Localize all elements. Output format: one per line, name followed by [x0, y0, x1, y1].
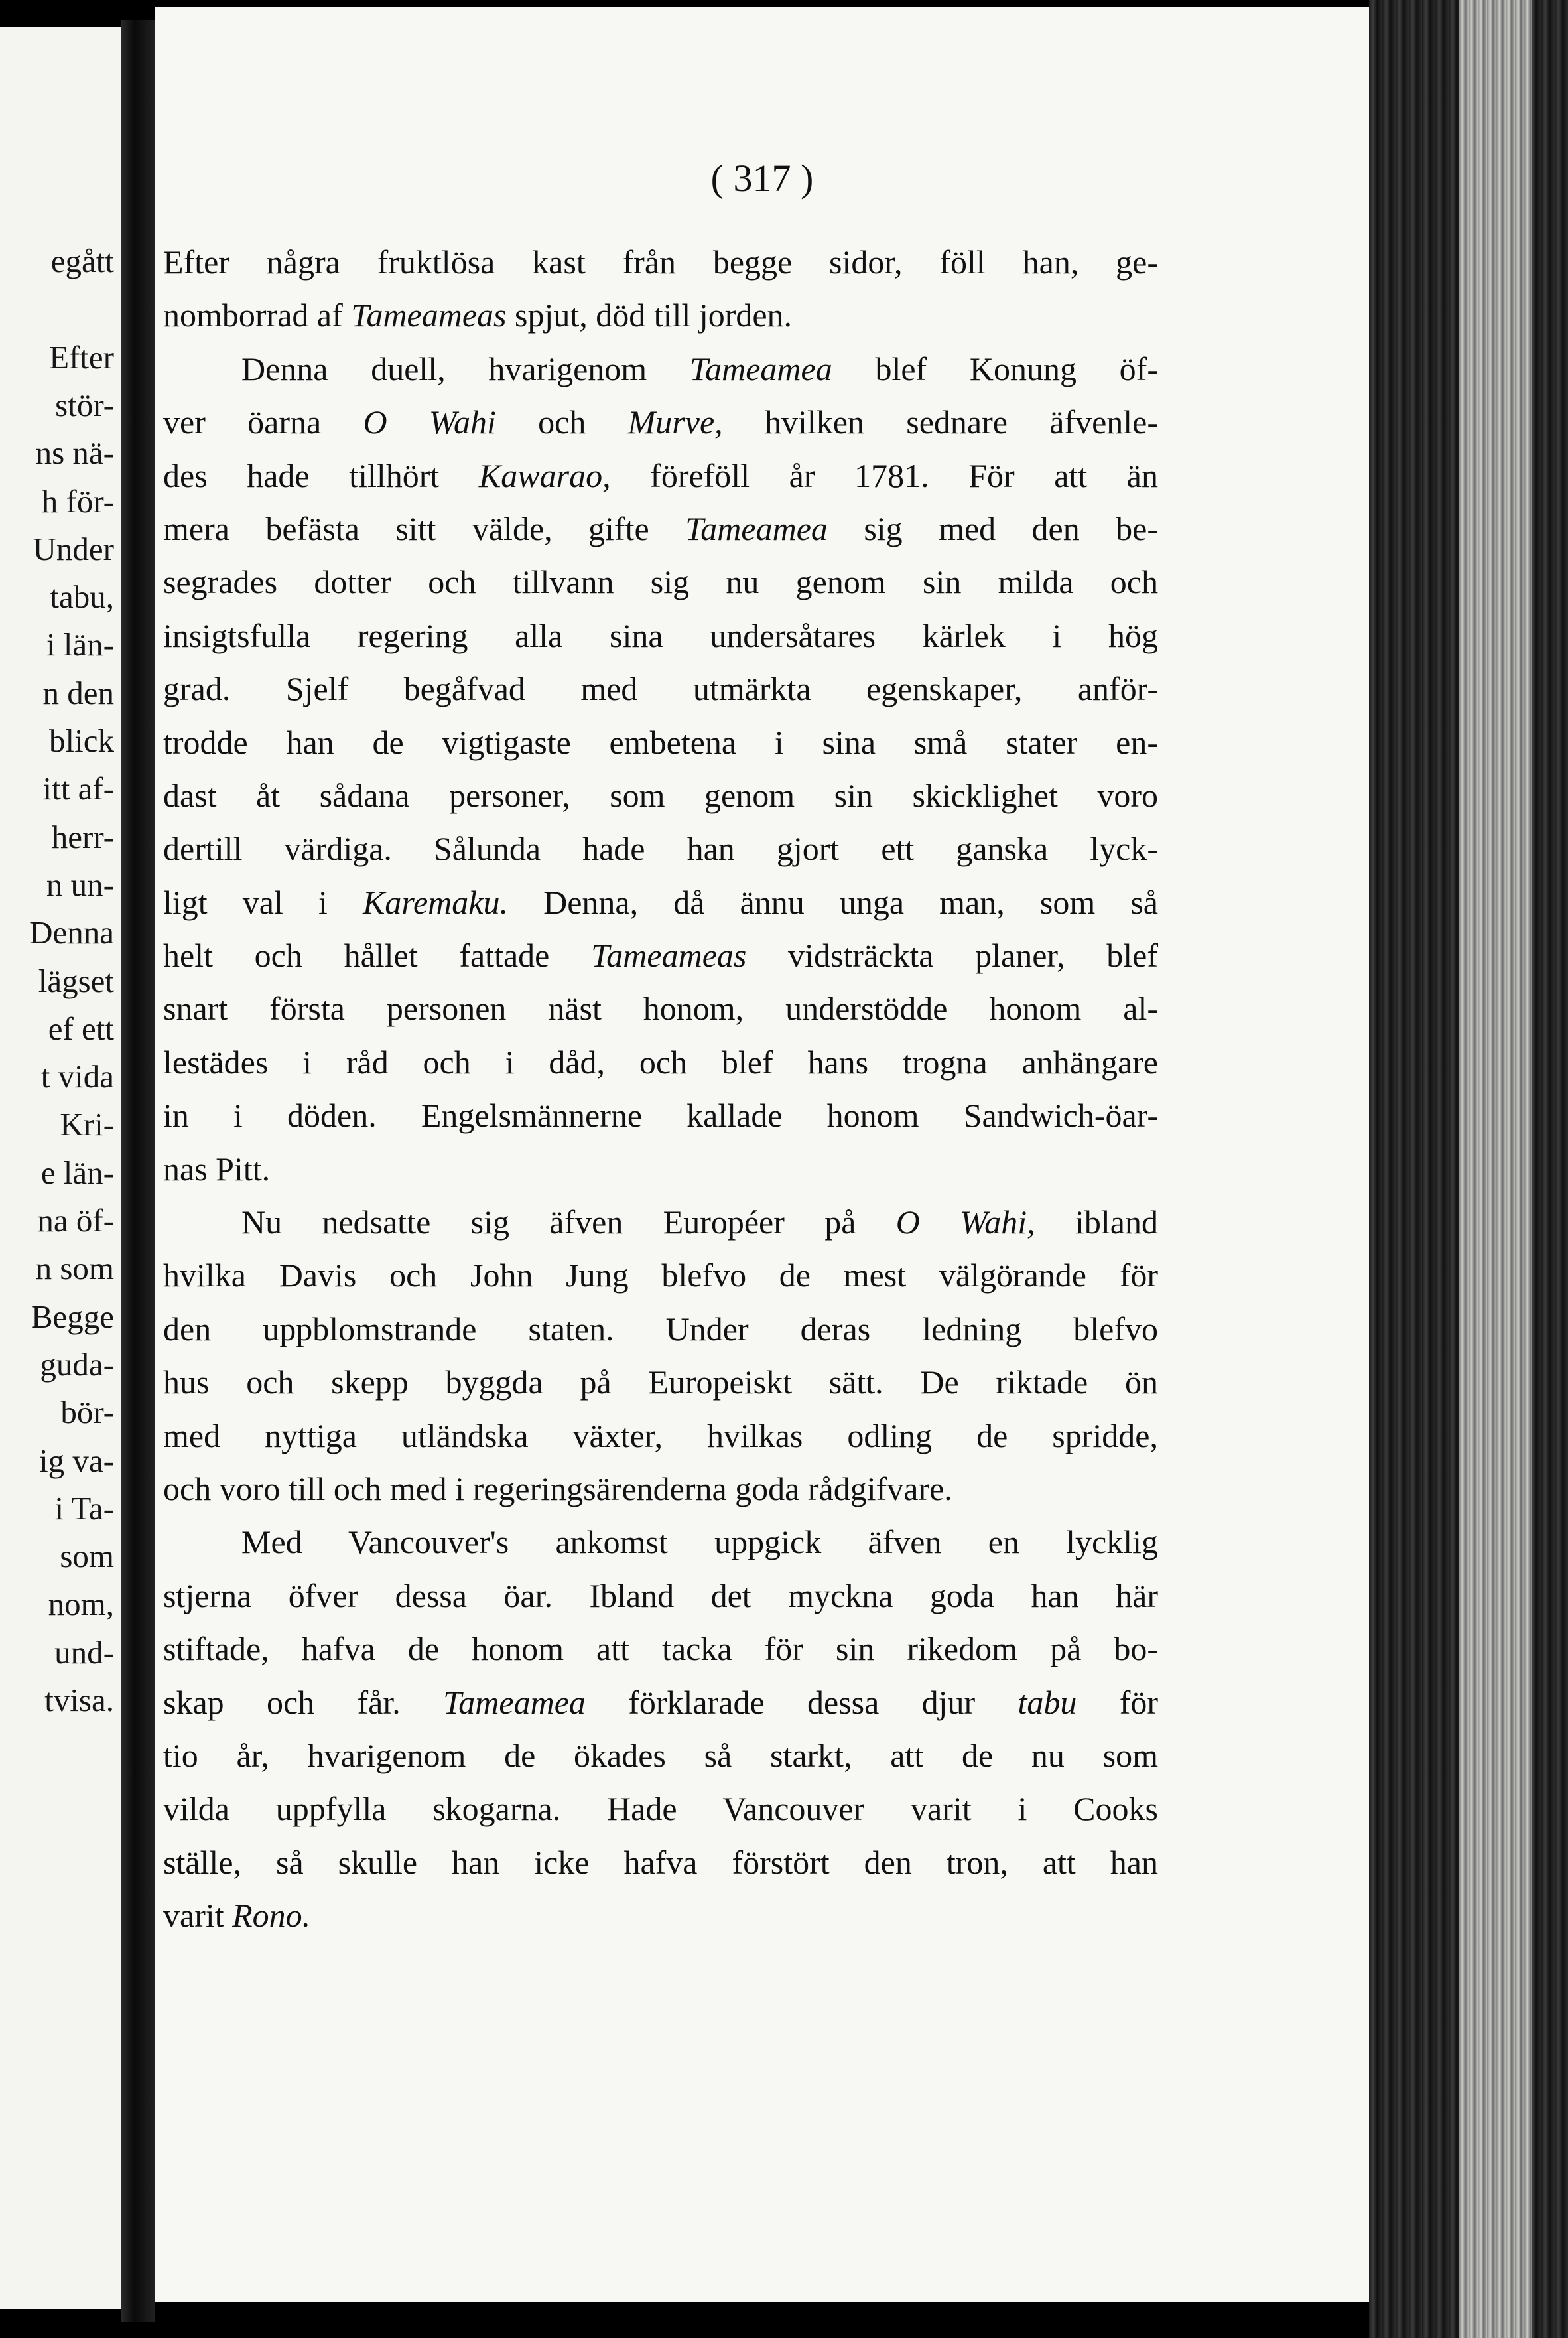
previous-page-line-end: e län-	[40, 1154, 114, 1191]
text-run: tio år, hvarigenom de ökades så starkt, att de nu som	[163, 1736, 1158, 1774]
text-line	[163, 236, 1158, 289]
text-run: Nu nedsatte sig äfven Européer på	[241, 1203, 896, 1241]
text-run: ligt val i	[163, 883, 363, 921]
previous-page-line-end: und-	[54, 1633, 114, 1671]
text-line	[163, 1036, 1158, 1089]
text-run: förklarade dessa djur	[585, 1683, 1018, 1721]
text-line	[163, 1409, 1158, 1462]
previous-page-fragment	[0, 27, 121, 2309]
page-number: ( 317 )	[710, 157, 814, 200]
text-run: dertill värdiga. Sålunda hade han gjort ett ganska lyck-	[163, 830, 1158, 868]
italic-name: Tameameas	[351, 297, 507, 334]
italic-name: Rono.	[232, 1897, 311, 1935]
previous-page-line-end: n som	[35, 1250, 114, 1287]
italic-name: Tameamea	[689, 350, 832, 387]
previous-page-line-end: t vida	[40, 1058, 114, 1095]
text-run: ver öarna	[163, 403, 363, 441]
text-run: spjut, död till jorden.	[506, 297, 793, 334]
text-run: Efter några fruktlösa kast från begge sidor, föll han, ge-	[163, 243, 1158, 281]
previous-page-line-end: Under	[33, 530, 114, 567]
text-run: den uppblomstrande staten. Under deras ledning blefvo	[163, 1310, 1158, 1347]
previous-page-line-end: bör-	[60, 1394, 114, 1431]
book-gutter	[121, 20, 155, 2322]
italic-name: Karemaku.	[363, 883, 508, 921]
page-body-text	[163, 236, 1158, 1943]
italic-name: Murve,	[627, 403, 723, 441]
book-page	[155, 7, 1369, 2302]
text-line	[163, 395, 1158, 448]
text-run: och	[495, 403, 628, 441]
previous-page-line-end: i län-	[46, 626, 114, 663]
previous-page-line-end: na öf-	[37, 1202, 114, 1239]
italic-name: Tameamea	[685, 510, 828, 547]
text-run: hvilka Davis och John Jung blefvo de mest välgörande för	[163, 1257, 1158, 1294]
text-run: hus och skepp byggda på Europeiskt sätt. De riktade ön	[163, 1363, 1158, 1401]
previous-page-line-end: Denna	[29, 914, 114, 951]
text-run: föreföll år 1781. För att än	[610, 456, 1158, 494]
text-line	[163, 1089, 1158, 1142]
italic-name: O Wahi	[363, 403, 496, 441]
text-line	[163, 1676, 1158, 1729]
italic-name: tabu	[1017, 1683, 1077, 1721]
text-line	[163, 555, 1158, 608]
previous-page-line-end: ns nä-	[35, 435, 114, 472]
italic-name: O Wahi,	[895, 1203, 1035, 1241]
previous-page-line-end: n un-	[46, 866, 114, 903]
text-run: Denna duell, hvarigenom	[241, 350, 690, 387]
text-line	[163, 1302, 1158, 1355]
text-line	[163, 769, 1158, 822]
italic-name: Kawarao,	[478, 456, 611, 494]
text-run: snart första personen näst honom, understödde honom al-	[163, 990, 1158, 1028]
previous-page-line-end: itt af-	[42, 770, 114, 807]
previous-page-line-end: guda-	[40, 1345, 114, 1383]
text-line	[163, 982, 1158, 1035]
previous-page-line-end: n den	[42, 674, 114, 711]
text-run: lestädes i råd och i dåd, och blef hans trogna anhängare	[163, 1043, 1158, 1081]
text-line	[163, 876, 1158, 929]
previous-page-line-end: herr-	[51, 818, 114, 855]
text-run: och voro till och med i regeringsärenderna goda rådgifvare.	[163, 1470, 952, 1507]
text-line	[163, 609, 1158, 662]
text-line	[163, 342, 1158, 395]
text-line	[163, 1249, 1158, 1302]
text-run: helt och hållet fattade	[163, 937, 592, 975]
text-run: insigtsfulla regering alla sina undersåtares kärlek i hög	[163, 616, 1158, 654]
text-line	[163, 662, 1158, 715]
previous-page-line-end: tvisa.	[44, 1682, 114, 1718]
text-run: mera befästa sitt välde, gifte	[163, 510, 686, 547]
text-run: dast åt sådana personer, som genom sin skicklighet voro	[163, 776, 1158, 814]
text-run: Med Vancouver's ankomst uppgick äfven en lycklig	[241, 1523, 1158, 1561]
text-line	[163, 289, 1158, 342]
italic-name: Tameamea	[443, 1683, 586, 1721]
text-line	[163, 1196, 1158, 1249]
text-run: nas Pitt.	[163, 1150, 271, 1188]
previous-page-line-end: ig va-	[39, 1442, 114, 1479]
text-line	[163, 716, 1158, 769]
previous-page-line-end: tabu,	[50, 579, 114, 616]
text-run: sig med den be-	[827, 510, 1158, 547]
text-run: stiftade, hafva de honom att tacka för sin rikedom på bo-	[163, 1630, 1158, 1668]
text-line	[163, 1515, 1158, 1568]
text-run: grad. Sjelf begåfvad med utmärkta egenskaper, anför-	[163, 670, 1158, 708]
previous-page-line-end: stör-	[55, 386, 114, 423]
previous-page-line-end: blick	[49, 722, 114, 759]
text-run: skap och får.	[163, 1683, 444, 1721]
text-line	[163, 1142, 1158, 1196]
page-edges-highlight	[1459, 0, 1532, 2338]
previous-page-line-end: lägset	[38, 962, 114, 999]
text-run: blef Konung öf-	[832, 350, 1158, 387]
text-run: Denna, då ännu unga man, som så	[507, 883, 1159, 921]
previous-page-line-end: Efter	[49, 338, 114, 376]
text-line	[163, 449, 1158, 502]
text-line	[163, 822, 1158, 875]
text-run: ibland	[1035, 1203, 1159, 1241]
text-run: för	[1077, 1683, 1159, 1721]
text-run: vilda uppfylla skogarna. Hade Vancouver varit i Cooks	[163, 1790, 1158, 1828]
text-run: ställe, så skulle han icke hafva förstört den tron, att han	[163, 1843, 1158, 1881]
italic-name: Tameameas	[591, 937, 747, 975]
text-run: segrades dotter och tillvann sig nu genom sin milda och	[163, 563, 1158, 601]
text-run: hvilken sednare äfvenle-	[722, 403, 1158, 441]
previous-page-line-end: h för-	[41, 482, 114, 519]
text-run: med nyttiga utländska växter, hvilkas odling de spridde,	[163, 1416, 1158, 1454]
previous-page-line-end: nom,	[48, 1586, 114, 1623]
text-line	[163, 1355, 1158, 1409]
text-line	[163, 1889, 1158, 1942]
text-line	[163, 1729, 1158, 1782]
previous-page-line-end: Kri-	[60, 1106, 114, 1143]
text-line	[163, 502, 1158, 555]
text-line	[163, 1569, 1158, 1622]
text-line	[163, 929, 1158, 982]
text-run: nomborrad af	[163, 297, 352, 334]
text-run: vidsträckta planer, blef	[746, 937, 1158, 975]
text-line	[163, 1782, 1158, 1835]
previous-page-line-end: som	[60, 1538, 114, 1575]
previous-page-line-end: Begge	[31, 1298, 114, 1335]
text-run: varit	[163, 1897, 233, 1935]
previous-page-line-end: egått	[50, 243, 114, 279]
text-run: stjerna öfver dessa öar. Ibland det myckna goda han här	[163, 1576, 1158, 1614]
text-line	[163, 1836, 1158, 1889]
previous-page-line-end: ef ett	[48, 1010, 114, 1047]
text-line	[163, 1462, 1158, 1515]
text-run: des hade tillhört	[163, 456, 479, 494]
text-run: trodde han de vigtigaste embetena i sina små stater en-	[163, 723, 1158, 761]
previous-page-line-end: i Ta-	[54, 1489, 114, 1527]
text-line	[163, 1622, 1158, 1675]
text-run: in i döden. Engelsmännerne kallade honom Sandwich-öar-	[163, 1097, 1158, 1135]
